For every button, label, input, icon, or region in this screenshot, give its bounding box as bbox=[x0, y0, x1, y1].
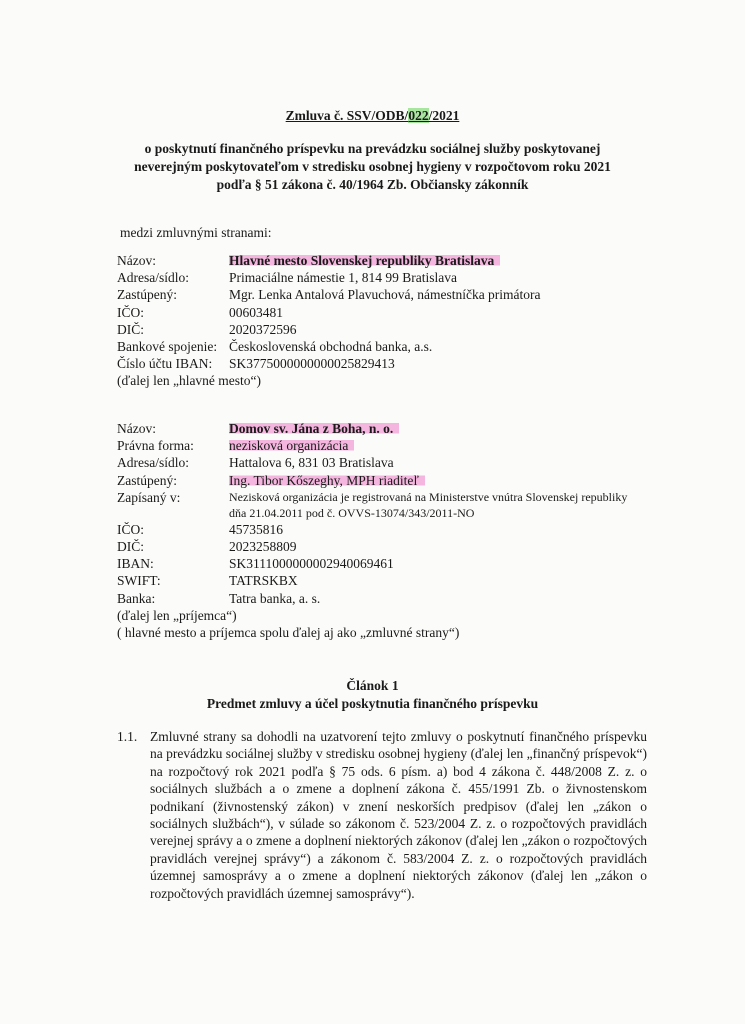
row-value bbox=[229, 437, 637, 454]
highlighted-name: Hlavné mesto Slovenskej republiky Bratislava bbox=[229, 253, 500, 268]
row-value: SK3775000000000025829413 bbox=[229, 356, 395, 372]
between-parties-text: medzi zmluvnými stranami: bbox=[120, 225, 272, 240]
row-value: Primaciálne námestie 1, 814 99 Bratislava bbox=[229, 270, 457, 286]
row-label: SWIFT: bbox=[117, 573, 161, 589]
row-label: Zastúpený: bbox=[117, 472, 177, 488]
row-value: SK3111000000002940069461 bbox=[229, 556, 394, 572]
party-recipient bbox=[117, 420, 637, 641]
party-row bbox=[117, 572, 637, 589]
subtitle-line: o poskytnutí finančného príspevku na prevádzku sociálnej služby poskytovanej bbox=[144, 141, 601, 156]
row-label: IČO: bbox=[117, 521, 144, 537]
row-label: Zapísaný v: bbox=[117, 489, 181, 505]
row-label: Adresa/sídlo: bbox=[117, 270, 189, 286]
article-title: Predmet zmluvy a účel poskytnutia finančného príspevku bbox=[206, 696, 539, 711]
party-row bbox=[117, 555, 637, 572]
row-value: Hattalova 6, 831 03 Bratislava bbox=[229, 455, 394, 471]
row-label: Zastúpený: bbox=[117, 287, 177, 303]
contract-title bbox=[0, 108, 745, 124]
party-row bbox=[117, 252, 637, 269]
party-row bbox=[117, 286, 637, 303]
row-value: 2020372596 bbox=[229, 321, 297, 337]
row-value: 00603481 bbox=[229, 304, 283, 320]
party-row bbox=[117, 304, 637, 321]
row-label: Číslo účtu IBAN: bbox=[117, 356, 213, 372]
row-label: IČO: bbox=[117, 304, 144, 320]
contract-subtitle bbox=[100, 140, 645, 194]
party-row bbox=[117, 338, 637, 355]
row-value bbox=[229, 252, 637, 269]
article-number: Článok 1 bbox=[346, 678, 399, 693]
highlighted-legal-form: nezisková organizácia bbox=[229, 438, 354, 453]
row-label: IBAN: bbox=[117, 556, 154, 572]
row-label: DIČ: bbox=[117, 321, 144, 337]
row-label: Názov: bbox=[117, 253, 156, 268]
article-heading bbox=[0, 677, 745, 713]
row-label: Názov: bbox=[117, 421, 156, 436]
subtitle-line: neverejným poskytovateľom v stredisku osobnej hygieny v rozpočtovom roku 2021 bbox=[134, 159, 611, 174]
party-note: (ďalej len „hlavné mesto“) bbox=[117, 373, 262, 389]
row-value bbox=[229, 472, 637, 489]
row-value: TATRSKBX bbox=[229, 573, 298, 589]
paragraph-text: Zmluvné strany sa dohodli na uzatvorení tejto zmluvy o poskytnutí finančného príspevku na prevádzku sociálnej služby v stredisku osobnej hygieny (ďalej len „finančný príspevok“) na rozpočtový rok 2021 podľa § 75 ods. 6 písm. a) bod 4 zákona č. 448/2008 Z. z. o sociálnych službách a o zmene a doplnení zákona č. 455/1991 Zb. o živnostenskom podnikaní (živnostenský zákon) v znení neskorších predpisov (ďalej len „zákon o sociálnych službách“), v súlade so zákonom č. 523/2004 Z. z. o rozpočtových pravidlách verejnej správy a o zmene a doplnení niektorých zákonov (ďalej len „zákon o rozpočtových pravidlách verejnej správy“) a zákonom č. 583/2004 Z. z. o rozpočtových pravidlách územnej samosprávy a o zmene a doplnení niektorých zákonov (ďalej len „zákon o rozpočtových pravidlách územnej samosprávy“). bbox=[150, 729, 647, 901]
party-row bbox=[117, 472, 637, 489]
subtitle-line: podľa § 51 zákona č. 40/1964 Zb. Občiansky zákonník bbox=[216, 177, 529, 192]
party-row bbox=[117, 590, 637, 607]
party-row bbox=[117, 454, 637, 471]
party-row bbox=[117, 420, 637, 437]
row-value: 2023258809 bbox=[229, 539, 297, 555]
row-value: Mgr. Lenka Antalová Plavuchová, námestníčka primátora bbox=[229, 287, 541, 303]
party-row bbox=[117, 437, 637, 454]
row-value: 45735816 bbox=[229, 521, 283, 537]
title-number-highlighted: 022 bbox=[408, 108, 429, 123]
party-note: (ďalej len „príjemca“) bbox=[117, 607, 237, 623]
party-row bbox=[117, 269, 637, 286]
row-label: Adresa/sídlo: bbox=[117, 455, 189, 471]
highlighted-name: Domov sv. Jána z Boha, n. o. bbox=[229, 421, 399, 436]
row-label: Banka: bbox=[117, 590, 156, 606]
title-suffix: /2021 bbox=[428, 108, 460, 123]
row-label: Právna forma: bbox=[117, 438, 194, 454]
row-value: Tatra banka, a. s. bbox=[229, 590, 321, 606]
party-row bbox=[117, 321, 637, 338]
paragraph-1-1 bbox=[117, 728, 647, 902]
party-row bbox=[117, 538, 637, 555]
row-label: Bankové spojenie: bbox=[117, 339, 218, 355]
row-value bbox=[229, 420, 637, 437]
row-value: Nezisková organizácia je registrovaná na Ministerstve vnútra Slovenskej republiky dňa 21.04.2011 pod č. OVVS-13074/343/2011-NO bbox=[229, 489, 628, 520]
row-value: Československá obchodná banka, a.s. bbox=[229, 339, 433, 355]
title-prefix: Zmluva č. SSV/ODB/ bbox=[285, 108, 409, 123]
party-row bbox=[117, 521, 637, 538]
party-city bbox=[117, 252, 637, 390]
highlighted-representative: Ing. Tibor Kőszeghy, MPH riaditeľ bbox=[229, 473, 425, 488]
party-row bbox=[117, 489, 637, 521]
paragraph-number: 1.1. bbox=[117, 729, 138, 744]
party-row bbox=[117, 355, 637, 372]
parties-note: ( hlavné mesto a príjemca spolu ďalej aj ako „zmluvné strany“) bbox=[117, 625, 460, 641]
row-label: DIČ: bbox=[117, 539, 144, 555]
